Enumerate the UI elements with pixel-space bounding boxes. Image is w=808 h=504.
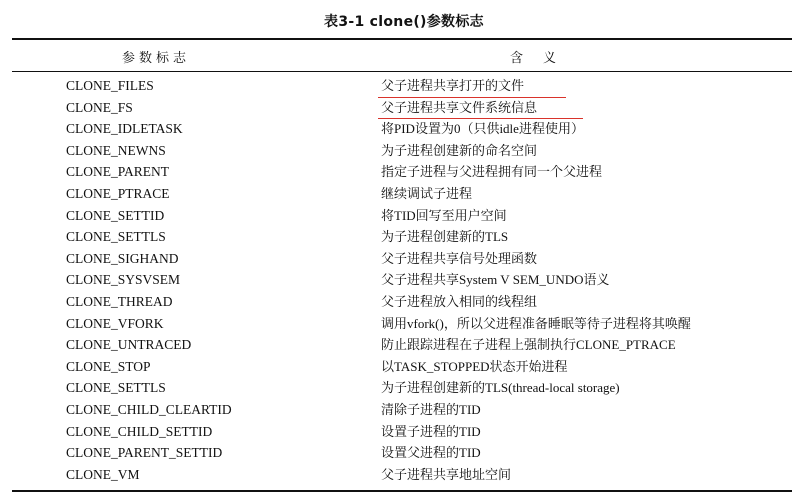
- table-row: [0, 421, 808, 443]
- meaning-cell: 父子进程共享信号处理函数: [381, 250, 538, 266]
- meaning-cell: 防止跟踪进程在子进程上强制执行CLONE_PTRACE: [381, 337, 676, 353]
- param-cell: CLONE_NEWNS: [66, 142, 166, 158]
- param-cell: CLONE_UNTRACED: [66, 337, 192, 353]
- param-cell: CLONE_CHILD_SETTID: [66, 423, 213, 439]
- param-cell: CLONE_VM: [66, 466, 140, 482]
- table-row: [0, 118, 808, 140]
- param-cell: CLONE_PARENT_SETTID: [66, 445, 223, 461]
- meaning-cell: 设置子进程的TID: [381, 423, 481, 439]
- table-row: [0, 377, 808, 399]
- meaning-cell: 父子进程共享打开的文件: [381, 78, 525, 93]
- param-cell: CLONE_SYSVSEM: [66, 272, 181, 288]
- table-caption: 表3-1 clone()参数标志: [324, 14, 484, 30]
- param-cell: CLONE_IDLETASK: [66, 121, 183, 137]
- param-cell: CLONE_VFORK: [66, 315, 164, 331]
- table-row: [0, 75, 808, 97]
- param-cell: CLONE_PARENT: [66, 164, 170, 180]
- meaning-cell: 设置父进程的TID: [381, 445, 481, 461]
- meaning-cell: 清除子进程的TID: [381, 401, 481, 417]
- table-row: [0, 226, 808, 248]
- meaning-cell: 父子进程共享地址空间: [381, 466, 512, 482]
- param-cell: CLONE_THREAD: [66, 293, 173, 309]
- table-row: [0, 248, 808, 270]
- table-row: [0, 356, 808, 378]
- meaning-cell: 为子进程创建新的命名空间: [381, 142, 538, 158]
- handwritten-underline: [378, 97, 566, 98]
- table-row: [0, 205, 808, 227]
- table-row: [0, 313, 808, 335]
- meaning-cell: 父子进程放入相同的线程组: [381, 293, 538, 309]
- param-cell: CLONE_STOP: [66, 358, 151, 374]
- param-cell: CLONE_FS: [66, 99, 133, 115]
- table-row: [0, 464, 808, 486]
- param-cell: CLONE_PTRACE: [66, 185, 170, 201]
- meaning-cell: 为子进程创建新的TLS: [381, 229, 509, 245]
- table-row: [0, 183, 808, 205]
- handwritten-underline: [378, 118, 583, 119]
- meaning-cell: 父子进程共享System V SEM_UNDO语义: [381, 272, 610, 288]
- table-row: [0, 399, 808, 421]
- param-cell: CLONE_CHILD_CLEARTID: [66, 401, 232, 417]
- table-body: [0, 75, 808, 485]
- header-meaning: 含义: [510, 51, 577, 66]
- param-cell: CLONE_SETTID: [66, 207, 165, 223]
- meaning-cell: 将TID回写至用户空间: [381, 207, 507, 223]
- table-row: [0, 291, 808, 313]
- table-header-row: [0, 40, 808, 71]
- meaning-cell: 调用vfork()，所以父进程准备睡眠等待子进程将其唤醒: [381, 315, 691, 331]
- param-cell: CLONE_SIGHAND: [66, 250, 179, 266]
- param-cell: CLONE_SETTLS: [66, 380, 166, 396]
- param-cell: CLONE_SETTLS: [66, 229, 166, 245]
- table-row: [0, 97, 808, 119]
- table-row: [0, 442, 808, 464]
- table-bottom-rule: [12, 490, 792, 492]
- meaning-cell: 父子进程共享文件系统信息: [381, 99, 538, 115]
- table-header-rule: [12, 71, 792, 72]
- table-row: [0, 161, 808, 183]
- header-param-flag: 参数标志: [122, 51, 191, 66]
- meaning-cell: 指定子进程与父进程拥有同一个父进程: [381, 164, 603, 180]
- param-cell: CLONE_FILES: [66, 78, 154, 93]
- table-row: [0, 140, 808, 162]
- meaning-cell: 以TASK_STOPPED状态开始进程: [381, 358, 568, 374]
- table-row: [0, 334, 808, 356]
- meaning-cell: 为子进程创建新的TLS(thread-local storage): [381, 380, 620, 396]
- meaning-cell: 将PID设置为0（只供idle进程使用）: [381, 121, 584, 137]
- table-row: [0, 269, 808, 291]
- meaning-cell: 继续调试子进程: [381, 185, 473, 201]
